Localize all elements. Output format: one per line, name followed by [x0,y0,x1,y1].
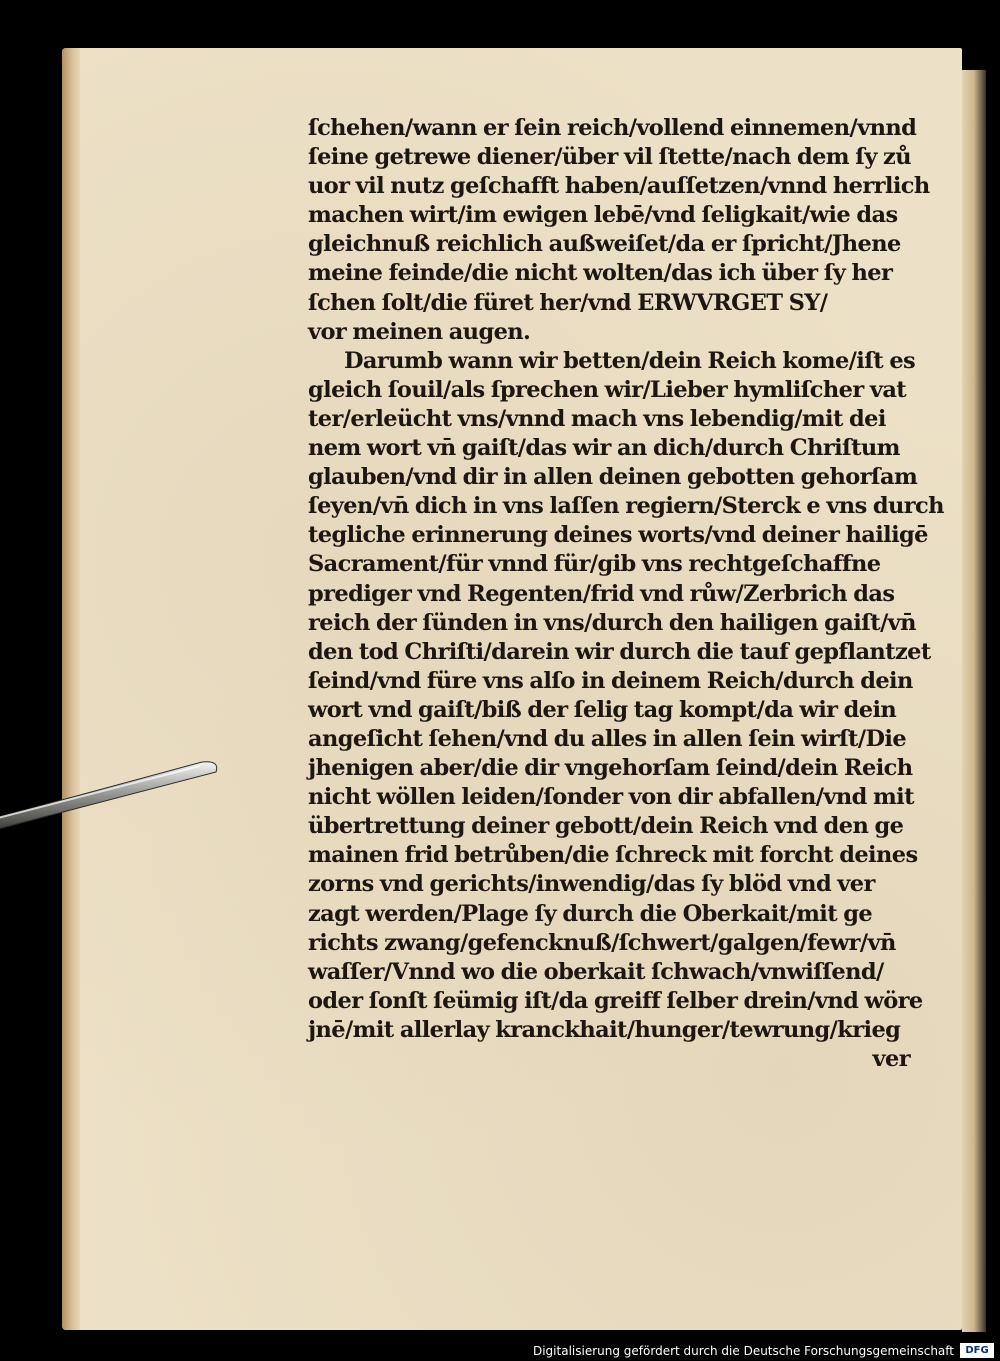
text-line: uor vil nutz geſchafft haben/auſſetzen/vnnd herrlich [308,173,930,200]
funding-credit: Digitalisierung gefördert durch die Deutsche Forschungsgemeinschaft [532,1344,954,1358]
text-line: gleich ſouil/als ſprechen wir/Lieber hymliſcher vat [308,376,907,403]
text-line: glauben/vnd dir in allen deinen gebotten gehorſam [308,464,918,491]
text-line: nem wort vn̄ gaiſt/das wir an dich/durch Chriſtum [308,435,900,462]
paragraph-start-line: Darumb wann wir betten/dein Reich kome/iſt es [344,347,916,374]
page-text [308,114,944,1074]
text-line: oder ſonſt ſeümig iſt/da greiff ſelber drein/vnd wöre [308,987,923,1014]
dfg-logo: DFG [960,1343,994,1358]
text-line: zorns vnd gerichts/inwendig/das ſy blöd vnd ver [308,871,875,898]
text-line: den tod Chriſti/darein wir durch die tauf gepflantzet [308,638,931,665]
text-line: machen wirt/im ewigen lebē/vnd ſeligkait/wie das [308,202,898,229]
text-line: ſeine getrewe diener/über vil ſtette/nach dem ſy zů [308,144,911,171]
text-line: nicht wöllen leiden/ſonder von dir abfallen/vnd mit [308,784,914,811]
text-line: tegliche erinnerung deines worts/vnd deiner hailigē [308,522,928,549]
text-line: wort vnd gaiſt/biß der ſelig tag kompt/da wir dein [308,696,897,723]
text-line: waſſer/Vnnd wo die oberkait ſchwach/vnwiſſend/ [308,958,884,985]
text-line: angeſicht ſehen/vnd du alles in allen ſein wirſt/Die [308,725,907,752]
text-line: richts zwang/gefencknuß/ſchwert/galgen/fewr/vn̄ [308,929,896,956]
text-line: ſchehen/wann er ſein reich/vollend einnemen/vnnd [308,115,917,141]
page-edge-right [962,70,986,1332]
text-line: gleichnuß reichlich außweiſet/da er ſpricht/Jhene [308,231,901,258]
text-line: vor meinen augen. [308,318,531,345]
page-edge-left [62,48,80,1330]
text-line: ſeind/vnd füre vns alſo in deinem Reich/durch dein [308,667,913,694]
text-line: meine feinde/die nicht wolten/das ich über ſy her [308,260,893,287]
page-pointer-tool [0,760,230,830]
text-line: prediger vnd Regenten/frid vnd růw/Zerbrich das [308,580,895,607]
text-line: Sacrament/für vnnd für/gib vns rechtgeſchaffne [308,551,881,578]
text-line: ſchen ſolt/die füret her/vnd ERWVRGET SY/ [308,289,828,316]
text-line: reich der ſünden in vns/durch den hailigen gaiſt/vn̄ [308,609,916,636]
text-line: zagt werden/Plage ſy durch die Oberkait/mit ge [308,900,873,927]
text-line: mainen frid betrůben/die ſchreck mit forcht deines [308,842,918,869]
text-line: übertrettung deiner gebott/dein Reich vnd den ge [308,813,904,840]
text-line: ſeyen/vn̄ dich in vns laſſen regiern/Sterck e vns durch [308,493,944,520]
footer-bar [0,1341,1000,1361]
text-line: jnē/mit allerlay kranckhait/hunger/tewrung/krieg [308,1016,901,1043]
text-line: jhenigen aber/die dir vngehorſam ſeind/dein Reich [308,755,913,782]
catchword: ver [872,1046,910,1072]
text-line: ter/erleücht vns/vnnd mach vns lebendig/mit dei [308,405,886,432]
